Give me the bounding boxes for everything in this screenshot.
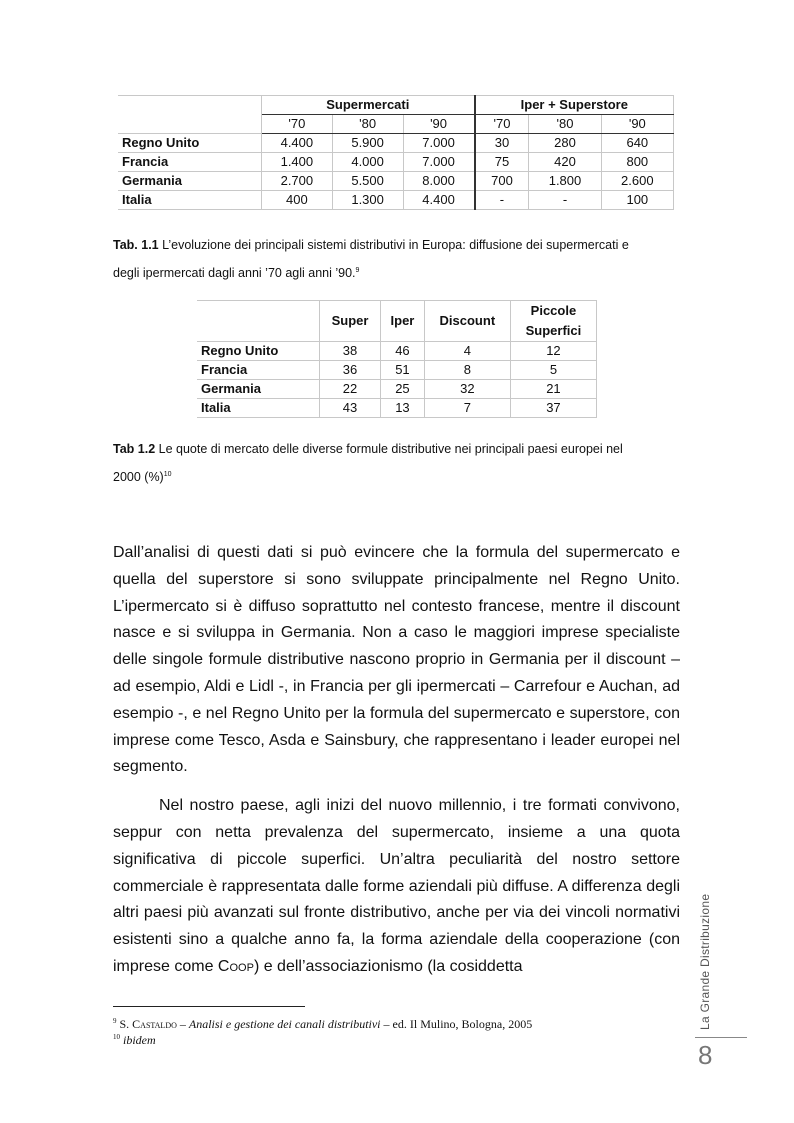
table-row [118, 191, 674, 210]
table-cell: 400 [262, 191, 333, 210]
table-cell: 4.400 [262, 134, 333, 153]
table-cell: 36 [320, 361, 381, 380]
table-cell: 100 [601, 191, 673, 210]
table-cell: 32 [424, 380, 510, 399]
column-header: Iper [381, 301, 425, 342]
table-cell: 8.000 [403, 172, 475, 191]
page-number-rule [695, 1037, 747, 1038]
table-cell: 800 [601, 153, 673, 172]
group-header-iper-superstore: Iper + Superstore [475, 96, 674, 115]
year-header: '80 [332, 115, 403, 134]
table-cell: 46 [381, 342, 425, 361]
table-cell: 7.000 [403, 134, 475, 153]
table-quote-mercato [197, 300, 597, 418]
table-supermercati-iper [118, 95, 674, 210]
table-row [197, 399, 597, 418]
table-cell: 7 [424, 399, 510, 418]
table-cell: 12 [510, 342, 596, 361]
caption-text: degli ipermercati dagli anni ’70 agli anni ’90. [113, 266, 356, 281]
caption-text: L’evoluzione dei principali sistemi distributivi in Europa: diffusione dei supermercati e [162, 238, 629, 252]
table-cell: 5.900 [332, 134, 403, 153]
table-cell: 75 [475, 153, 529, 172]
table-cell: 5 [510, 361, 596, 380]
year-header: '90 [403, 115, 475, 134]
table-cell: 7.000 [403, 153, 475, 172]
table-row [118, 153, 674, 172]
table-cell: 4.400 [403, 191, 475, 210]
year-header: '70 [475, 115, 529, 134]
table-cell: 21 [510, 380, 596, 399]
table-cell: 640 [601, 134, 673, 153]
table-cell: 1.300 [332, 191, 403, 210]
paragraph: Nel nostro paese, agli inizi del nuovo millennio, i tre formati convivono, seppur con netta prevalenza del supermercato, insieme a una quota significativa di piccole superfici. Un’altra peculiarità del nostro settore commerciale è rappresentata dalle forme aziendali più diffuse. A differenza degli altri paesi più avanzati sul fronte distributivo, anche per via dei vincoli normativi esistenti sino a qualche anno fa, la forma aziendale della cooperazione (con imprese come Coop) e dell’associazionismo (la cosiddetta [113, 797, 680, 975]
coop-smallcaps: Coop [217, 957, 254, 975]
footnote-author: S. Castaldo [119, 1017, 177, 1031]
table-row [197, 361, 597, 380]
table-cell: 8 [424, 361, 510, 380]
running-title: La Grande Distribuzione [698, 893, 712, 1030]
table-cell: 1.400 [262, 153, 333, 172]
group-header-supermercati: Supermercati [262, 96, 475, 115]
table-cell: 4.000 [332, 153, 403, 172]
table-cell: 700 [475, 172, 529, 191]
table-row [197, 342, 597, 361]
row-header-country: Germania [197, 380, 320, 399]
table-cell: 38 [320, 342, 381, 361]
caption-text: Le quote di mercato delle diverse formule distributive nei principali paesi europei nel [158, 442, 623, 456]
caption-label: Tab 1.2 [113, 442, 156, 456]
footnote-10: $^{10}$ ibidem [113, 1033, 156, 1047]
table-cell: - [475, 191, 529, 210]
footnote-9: $^9$ S. Castaldo – Analisi e gestione dei canali distributivi – ed. Il Mulino, Bologna, 2005 [113, 1017, 533, 1031]
table-row [118, 134, 674, 153]
row-header-country: Regno Unito [197, 342, 320, 361]
row-header-country: Francia [197, 361, 320, 380]
table-cell: 5.500 [332, 172, 403, 191]
column-header: Discount [424, 301, 510, 342]
table-cell: 1.800 [529, 172, 601, 191]
table-cell: 22 [320, 380, 381, 399]
row-header-country: Germania [118, 172, 262, 191]
table-cell: 25 [381, 380, 425, 399]
footnote-separator [113, 1006, 305, 1007]
table-cell: 13 [381, 399, 425, 418]
table-row [197, 380, 597, 399]
footnote-ref: 10 [163, 471, 172, 478]
footnote-text: ibidem [123, 1033, 156, 1047]
paragraph: Dall’analisi di questi dati si può evincere che la formula del supermercato e quella del superstore si sono sviluppate principalmente nel Regno Unito. L’ipermercato si è diffuso soprattutto nel contesto francese, mentre il discount nasce e si sviluppa in Germania. Non a caso le maggiori imprese specialiste delle singole formule distributive nascono proprio in Germania per il discount – ad esempio, Aldi e Lidl -, in Francia per gli ipermercati – Carrefour e Auchan, ad esempio -, e nel Regno Unito per la formula del supermercato e superstore, con imprese come Tesco, Asda e Sainsbury, che rappresentano i leader europei nel segmento. [113, 544, 680, 776]
table-cell: 2.700 [262, 172, 333, 191]
footnote-ref: 9 [355, 267, 360, 274]
row-header-country: Italia [118, 191, 262, 210]
caption-text: 2000 (%) [113, 470, 164, 485]
table-caption-1-2 [113, 436, 693, 490]
column-header: Superfici [510, 321, 596, 342]
page-number: 8 [698, 1040, 713, 1070]
row-header-country: Regno Unito [118, 134, 262, 153]
table-row [118, 172, 674, 191]
table-cell: 43 [320, 399, 381, 418]
table-cell: 51 [381, 361, 425, 380]
footnote-title: Analisi e gestione dei canali distributivi [188, 1017, 381, 1031]
table-cell: - [529, 191, 601, 210]
column-header: Super [320, 301, 381, 342]
year-header: '90 [601, 115, 673, 134]
table-caption-1-1 [113, 232, 693, 286]
table-cell: 30 [475, 134, 529, 153]
caption-label: Tab. 1.1 [113, 238, 159, 252]
table-cell: 280 [529, 134, 601, 153]
row-header-country: Italia [197, 399, 320, 418]
table-cell: 2.600 [601, 172, 673, 191]
body-text [113, 540, 680, 993]
row-header-country: Francia [118, 153, 262, 172]
year-header: '70 [262, 115, 333, 134]
year-header: '80 [529, 115, 601, 134]
table-cell: 4 [424, 342, 510, 361]
table-cell: 420 [529, 153, 601, 172]
table-cell: 37 [510, 399, 596, 418]
column-header: Piccole [510, 301, 596, 322]
